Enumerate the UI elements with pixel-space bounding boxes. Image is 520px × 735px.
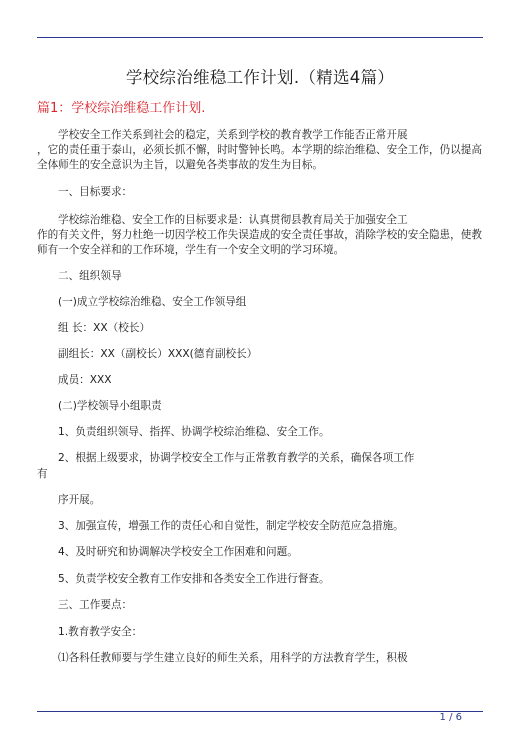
page-number: 1 / 6 <box>439 712 462 723</box>
paragraph-line: 一、目标要求： <box>58 186 133 198</box>
top-rule <box>37 37 483 38</box>
paragraph-line: 师有一个安全祥和的工作环境，学生有一个安全文明的学习环境。 <box>37 244 345 256</box>
bottom-rule <box>37 711 483 712</box>
paragraph-line: 1、负责组织领导、指挥、协调学校综治维稳、安全工作。 <box>58 426 330 438</box>
paragraph-line: 副组长：XX（副校长）XXX(德育副校长） <box>58 348 258 360</box>
paragraph-line: (二)学校领导小组职责 <box>58 400 162 412</box>
paragraph-line: 序开展。 <box>58 494 101 506</box>
paragraph-line: 组 长：XX（校长） <box>58 322 151 334</box>
paragraph-line: 成员：XXX <box>58 374 112 386</box>
paragraph-line: ，它的责任重于泰山，必须长抓不懈，时时警钟长鸣。本学期的综治维稳、安全工作，仍以提高 <box>37 144 482 156</box>
paragraph-line: 5、负责学校安全教育工作安排和各类安全工作进行督查。 <box>58 573 330 585</box>
paragraph-line: 1.教育教学安全： <box>58 626 143 638</box>
paragraph-line: 3、加强宣传，增强工作的责任心和自觉性，制定学校安全防范应急措施。 <box>58 520 404 532</box>
paragraph-line: 4、及时研究和协调解决学校安全工作困难和问题。 <box>58 546 298 558</box>
paragraph-line: 作的有关文件，努力杜绝一切因学校工作失误造成的安全责任事故，消除学校的安全隐患，使教 <box>37 229 482 241</box>
paragraph-line: 三、工作要点： <box>58 599 133 611</box>
paragraph-line: ⑴各科任教师要与学生建立良好的师生关系，用科学的方法教育学生，积极 <box>58 652 408 664</box>
paragraph-line: (一)成立学校综治维稳、安全工作领导组 <box>58 296 247 308</box>
paragraph-line: 学校安全工作关系到社会的稳定，关系到学校的教育教学工作能否正常开展 <box>58 129 408 141</box>
paragraph-line: 全体师生的安全意识为主旨，以避免各类事故的发生为目标。 <box>37 159 324 171</box>
paragraph-line: 有 <box>37 468 48 480</box>
section-heading: 篇1：学校综治维稳工作计划. <box>37 101 206 116</box>
paragraph-line: 学校综治维稳、安全工作的目标要求是：认真贯彻县教育局关于加强安全工 <box>58 214 408 226</box>
paragraph-line: 二、组织领导 <box>58 270 122 282</box>
paragraph-line: 2、根据上级要求，协调学校安全工作与正常教育教学的关系，确保各项工作 <box>58 452 415 464</box>
document-title: 学校综治维稳工作计划.（精选4篇） <box>125 68 395 87</box>
